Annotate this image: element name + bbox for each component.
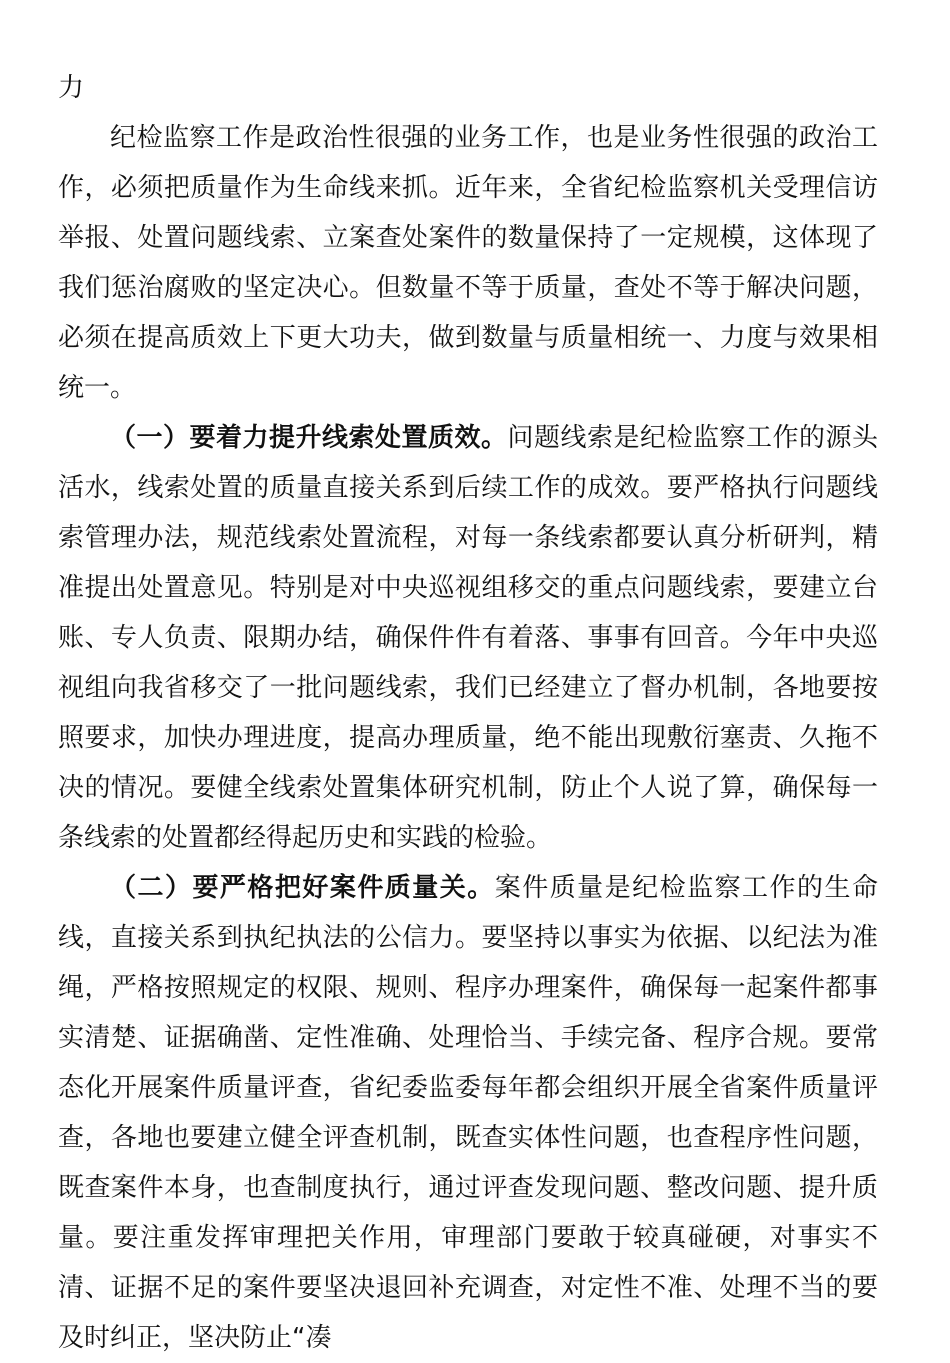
intro-paragraph: 纪检监察工作是政治性很强的业务工作，也是业务性很强的政治工作，必须把质量作为生命线来抓。近年来，全省纪检监察机关受理信访举报、处置问题线索、立案查处案件的数量保持了一定规模，这体现了我们惩治腐败的坚定决心。但数量不等于质量，查处不等于解决问题，必须在提高质效上下更大功夫，做到数量与质量相统一、力度与效果相统一。 [58,123,878,403]
section-2-heading: （二）要严格把好案件质量关。 [110,873,495,903]
section-2-body: 案件质量是纪检监察工作的生命线，直接关系到执纪执法的公信力。要坚持以事实为依据、以纪法为准绳，严格按照规定的权限、规则、程序办理案件，确保每一起案件都事实清楚、证据确凿、定性准确、处理恰当、手续完备、程序合规。要常态化开展案件质量评查，省纪委监委每年都会组织开展全省案件质量评查，各地也要建立健全评查机制，既查实体性问题，也查程序性问题，既查案件本身，也查制度执行，通过评查发现问题、整改问题、提升质量。要注重发挥审理把关作用，审理部门要敢于较真碰硬，对事实不清、证据不足的案件要坚决退回补充调查，对定性不准、处理不当的要及时纠正，坚决防止“凑 [58,873,878,1353]
section-2-paragraph [58,863,878,1363]
section-1-body: 问题线索是纪检监察工作的源头活水，线索处置的质量直接关系到后续工作的成效。要严格执行问题线索管理办法，规范线索处置流程，对每一条线索都要认真分析研判，精准提出处置意见。特别是对中央巡视组移交的重点问题线索，要建立台账、专人负责、限期办结，确保件件有着落、事事有回音。今年中央巡视组向我省移交了一批问题线索，我们已经建立了督办机制，各地要按照要求，加快办理进度，提高办理质量，绝不能出现敷衍塞责、久拖不决的情况。要健全线索处置集体研究机制，防止个人说了算，确保每一条线索的处置都经得起历史和实践的检验。 [58,423,878,853]
section-1-heading: （一）要着力提升线索处置质效。 [110,423,508,453]
carryover-line: 力 [58,73,85,103]
section-1-paragraph [58,413,878,863]
document-body [58,63,878,1363]
